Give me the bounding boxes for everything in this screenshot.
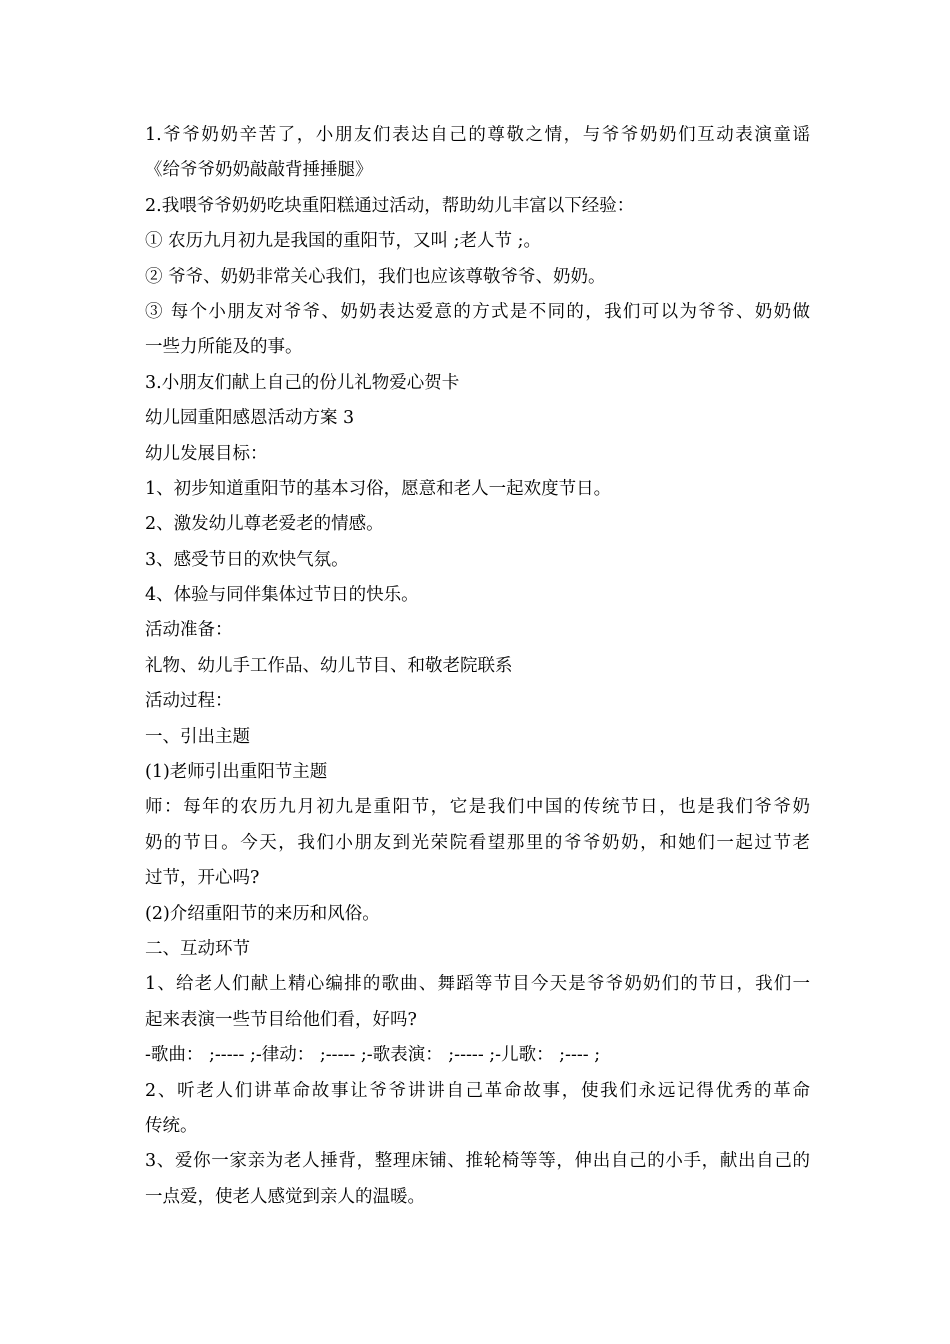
text-line: (2)介绍重阳节的来历和风俗。: [145, 903, 380, 924]
text-line: 2、听老人们讲革命故事让爷爷讲讲自己革命故事，使我们永远记得优秀的革命: [145, 1080, 810, 1101]
text-line: 1.爷爷奶奶辛苦了，小朋友们表达自己的尊敬之情，与爷爷奶奶们互动表演童谣: [145, 125, 810, 145]
text-line: 师：每年的农历九月初九是重阳节，它是我们中国的传统节日，也是我们爷爷奶: [145, 797, 810, 818]
text-line: 二、互动环节: [145, 938, 250, 959]
text-line: 一些力所能及的事。: [145, 337, 303, 358]
text-line: 2、激发幼儿尊老爱老的情感。: [145, 514, 384, 535]
text-line: 一、引出主题: [145, 726, 250, 747]
document-body: [145, 118, 810, 1215]
text-line: 一点爱，使老人感觉到亲人的温暖。: [145, 1186, 425, 1207]
text-line: -歌曲： ;----- ;-律动： ;----- ;-歌表演： ;----- ;-儿歌： ;---- ;: [145, 1045, 601, 1066]
text-line: 3.小朋友们献上自己的份儿礼物爱心贺卡: [145, 372, 460, 393]
text-line: 《给爷爷奶奶敲敲背捶捶腿》: [145, 160, 373, 181]
text-line: (1)老师引出重阳节主题: [145, 762, 328, 783]
text-line: 4、体验与同伴集体过节日的快乐。: [145, 585, 419, 606]
text-line: 过节，开心吗?: [145, 868, 260, 889]
text-line: 2.我喂爷爷奶奶吃块重阳糕通过活动，帮助幼儿丰富以下经验：: [145, 195, 635, 216]
text-line: 3、感受节日的欢快气氛。: [145, 549, 349, 570]
text-line: 幼儿发展目标：: [145, 443, 268, 464]
text-line: 礼物、幼儿手工作品、幼儿节目、和敬老院联系: [145, 655, 513, 676]
text-line: ① 农历九月初九是我国的重阳节，又叫 ;老人节 ;。: [145, 231, 541, 252]
text-line: 活动准备：: [145, 620, 233, 641]
text-line: 活动过程：: [145, 691, 233, 712]
text-line: ③ 每个小朋友对爷爷、奶奶表达爱意的方式是不同的，我们可以为爷爷、奶奶做: [145, 301, 810, 322]
text-line: 传统。: [145, 1115, 198, 1136]
text-line: 3、爱你一家亲为老人捶背，整理床铺、推轮椅等等，伸出自己的小手，献出自己的: [145, 1151, 810, 1172]
text-line: 幼儿园重阳感恩活动方案 3: [145, 408, 355, 429]
text-line: 奶的节日。今天，我们小朋友到光荣院看望那里的爷爷奶奶，和她们一起过节老: [145, 832, 810, 853]
text-line: ② 爷爷、奶奶非常关心我们，我们也应该尊敬爷爷、奶奶。: [145, 266, 606, 287]
text-line: 1、给老人们献上精心编排的歌曲、舞蹈等节目今天是爷爷奶奶们的节日，我们一: [145, 974, 810, 995]
text-line: 起来表演一些节目给他们看，好吗?: [145, 1009, 417, 1030]
text-line: 1、初步知道重阳节的基本习俗，愿意和老人一起欢度节日。: [145, 478, 612, 499]
